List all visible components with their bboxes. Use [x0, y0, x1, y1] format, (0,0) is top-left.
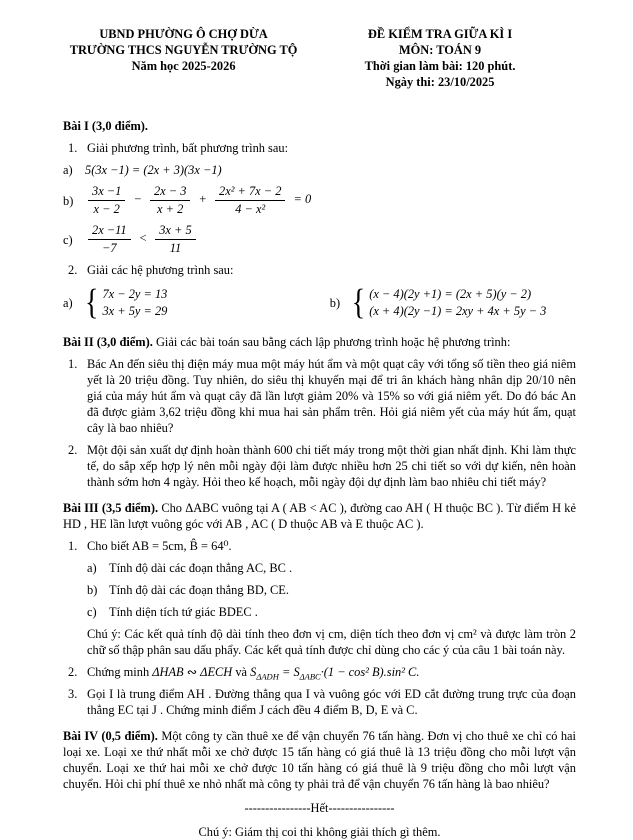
inequality-1c [85, 223, 199, 256]
numerator: 3x + 5 [159, 223, 192, 237]
item-label: b) [63, 193, 74, 208]
bai3-question-3 [63, 686, 576, 718]
fraction [155, 223, 195, 256]
school-name: TRƯỜNG THCS NGUYỄN TRƯỜNG TỘ [69, 43, 298, 57]
item-label: c) [63, 232, 73, 247]
end-marker: ----------------Hết---------------- [244, 801, 395, 815]
question-number: 1. [68, 357, 78, 371]
item-label: c) [87, 605, 97, 619]
question-text: Bác An đến siêu thị điện máy mua một máy hút ẩm và một quạt cây với tổng số tiền theo giá niêm yết là 20 triệu đồng. Tuy nhiên, do siêu thị khuyến mại để tri ân khách hàng nhân dịp 20/10 nên giá của máy hút ẩm và quạt cây đã lần lượt giảm 20% và 15% so với giá niêm yết. Do đó bác An đã được giảm 3,62 triệu đồng khi mua hai sản phẩm trên. Hỏi giá niêm yết của máy hút ẩm, quạt cây là bao nhiêu? [87, 357, 576, 435]
connector-text: và [235, 665, 248, 679]
bai3-question-2 [63, 664, 576, 680]
question-text: Gọi I là trung điểm AH . Đường thẳng qua I và vuông góc với ED cắt đường trung trực của đoạn thẳng EC tại J . Chứng minh điểm J cách đều 4 điểm B, D, E và C. [87, 687, 576, 717]
similarity-statement: ΔHAB ∾ ΔECH [152, 665, 233, 679]
denominator: 11 [155, 239, 195, 256]
bai1-question-2 [63, 262, 576, 278]
fraction [88, 184, 125, 217]
item-text: Tính độ dài các đoạn thẳng AC, BC . [109, 561, 293, 575]
section-text: Một công ty cần thuê xe để vận chuyển 76 tấn hàng. Đơn vị cho thuê xe chỉ có hai loại xe. Loại xe thứ nhất mỗi xe chở được 15 tấn hàng có giá thuê là 13 triệu đồng cho mỗi lượt vận chuyển. Loại xe thứ hai mỗi xe chở được 10 tấn hàng có giá thuê là 9 triệu đồng cho mỗi lượt vận chuyển. Hỏi chi phí thuê xe nhỏ nhất mà công ty phải trả để vận chuyển 76 tấn hàng là bao nhiêu? [63, 729, 576, 791]
relation-sign: < [138, 231, 148, 246]
area-formula [250, 665, 420, 682]
section-label: Bài III (3,5 điểm). [63, 501, 159, 515]
area-subscript: ΔADH [256, 671, 279, 682]
equation-line: (x − 4)(2y +1) = (2x + 5)(y − 2) [369, 287, 532, 301]
section-title-bai-1: Bài I (3,0 điểm). [63, 119, 149, 133]
exam-subject: MÔN: TOÁN 9 [398, 43, 482, 57]
section-title-bai-3 [63, 500, 576, 532]
equation-system [85, 282, 168, 323]
bai1-q1-item-a [63, 162, 576, 178]
denominator: 4 − x² [215, 200, 285, 217]
bai3-question-1 [63, 538, 576, 658]
systems-row [63, 282, 576, 323]
question-body [87, 538, 576, 658]
operator: − [133, 192, 142, 207]
question-text: Một đội sản xuất dự định hoàn thành 600 chi tiết máy trong một thời gian nhất định. Khi làm thực tế, do sắp xếp hợp lý nên mỗi ngày đội làm được nhiều hơn 25 chi tiết so với dự kiến, nên hoàn thành sớm hơn 4 ngày. Hỏi theo kế hoạch, mỗi ngày đội dự định làm bao nhiêu chi tiết máy? [87, 443, 576, 489]
school-year: Năm học 2025-2026 [131, 59, 236, 73]
exam-header [304, 26, 576, 90]
equation-line: (x + 4)(2y −1) = 2xy + 4x + 5y − 3 [369, 304, 547, 318]
area-symbol: S [293, 665, 300, 679]
area-subscript: ΔABC [299, 671, 321, 682]
lead-text: Chứng minh [87, 665, 150, 679]
bai1-question-1 [63, 140, 576, 156]
equation-1a: 5(3x −1) = (2x + 3)(3x −1) [85, 163, 222, 177]
numerator: 2x −11 [92, 223, 127, 237]
bai1-q1-item-b [63, 184, 576, 217]
question-number: 2. [68, 263, 78, 277]
school-header [63, 26, 304, 90]
question-number: 2. [68, 443, 78, 457]
item-label: b) [329, 296, 341, 310]
item-label: b) [87, 583, 98, 597]
system-equations [369, 286, 546, 320]
section-title-bai-2 [63, 334, 576, 350]
question-number: 3. [68, 687, 78, 701]
section-intro: Cho ΔABC vuông tại A ( AB < AC ), đường cao AH ( H thuộc BC ). Từ điểm H kẻ HD , HE lần lượt vuông góc với AB , AC ( D thuộc AB và E thuộc AC ). [63, 501, 576, 531]
bai3-q1-item-b [87, 582, 576, 598]
equation-system [351, 282, 547, 323]
bai3-q1-item-a [87, 560, 576, 576]
issuer-name: UBND PHƯỜNG Ô CHỢ DỪA [99, 27, 268, 41]
equation-1b [85, 184, 313, 217]
equation-rhs: = 0 [293, 192, 312, 207]
formula-tail: ·(1 − cos² B).sin² C. [320, 665, 420, 679]
denominator: x − 2 [88, 200, 125, 217]
question-note: Chú ý: Các kết quả tính độ dài tính theo đơn vị cm, diện tích theo đơn vị cm² và được làm tròn 2 chữ số thập phân sau dấu phẩy. Các kết quả tính được chỉ dùng cho các ý của câu 1 bài toán này. [87, 627, 576, 657]
numerator: 2x − 3 [153, 184, 187, 198]
system-equations [102, 286, 167, 320]
area-symbol: S [250, 665, 257, 679]
system-a [63, 282, 330, 323]
section-label: Bài II (3,0 điểm). [63, 335, 153, 349]
document-header [63, 26, 576, 90]
fraction [88, 223, 131, 256]
item-label: a) [63, 296, 73, 310]
item-label: a) [63, 163, 73, 177]
denominator: −7 [88, 239, 131, 256]
question-number: 1. [68, 141, 78, 155]
item-text: Tính độ dài các đoạn thẳng BD, CE. [109, 583, 289, 597]
exam-date: Ngày thi: 23/10/2025 [385, 75, 495, 89]
fraction [215, 184, 285, 217]
item-text: Tính diện tích tứ giác BDEC . [109, 605, 258, 619]
brace-symbol: { [351, 282, 366, 323]
operator: + [198, 192, 207, 207]
footer-note: Chú ý: Giám thị coi thi không giải thích gì thêm. [198, 825, 441, 839]
equation-line: 7x − 2y = 13 [102, 287, 168, 301]
equation-line: 3x + 5y = 29 [102, 304, 168, 318]
brace-symbol: { [85, 282, 99, 323]
bai1-q1-item-c [63, 223, 576, 256]
bai3-q1-item-c [87, 604, 576, 620]
exam-duration: Thời gian làm bài: 120 phút. [364, 59, 516, 73]
question-number: 1. [68, 539, 78, 553]
question-body [87, 664, 576, 680]
bai2-question-1 [63, 356, 576, 436]
exam-title: ĐỀ KIỂM TRA GIỮA KÌ I [367, 27, 513, 41]
question-text: Giải phương trình, bất phương trình sau: [87, 141, 289, 155]
fraction [150, 184, 190, 217]
section-label: Bài IV (0,5 điểm). [63, 729, 158, 743]
numerator: 2x² + 7x − 2 [219, 184, 282, 198]
bai2-question-2 [63, 442, 576, 490]
numerator: 3x −1 [92, 184, 122, 198]
question-number: 2. [68, 665, 78, 679]
item-label: a) [87, 561, 97, 575]
system-b [329, 282, 547, 323]
section-bai-4 [63, 728, 576, 792]
question-text: Giải các hệ phương trình sau: [87, 263, 234, 277]
denominator: x + 2 [150, 200, 190, 217]
equals-sign: = [281, 665, 291, 679]
section-intro: Giải các bài toán sau bằng cách lập phương trình hoặc hệ phương trình: [155, 335, 511, 349]
question-text: Cho biết AB = 5cm, B̂ = 64⁰. [87, 539, 232, 553]
